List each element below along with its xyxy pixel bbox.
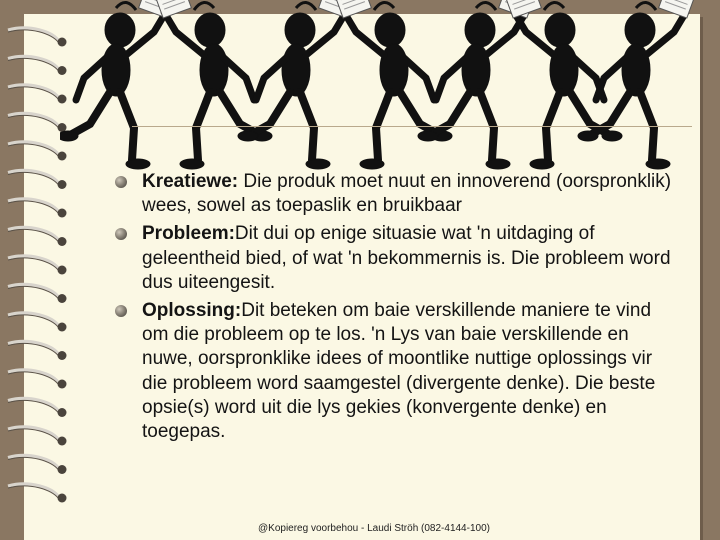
spiral-ring bbox=[8, 398, 58, 410]
binding-hole bbox=[58, 380, 67, 389]
binding-hole bbox=[58, 180, 67, 189]
divider-line bbox=[132, 126, 692, 127]
spiral-ring bbox=[8, 227, 58, 239]
dancing-figure bbox=[238, 0, 355, 169]
dancing-figure bbox=[335, 0, 452, 169]
bullet-icon bbox=[115, 176, 127, 188]
spiral-ring bbox=[8, 142, 58, 154]
spiral-ring bbox=[8, 341, 58, 353]
dancing-figure bbox=[60, 0, 175, 169]
spiral-ring bbox=[8, 256, 58, 268]
binding-hole bbox=[58, 465, 67, 474]
binding-hole bbox=[58, 408, 67, 417]
spiral-ring bbox=[8, 455, 58, 467]
term-definition: Dit beteken om baie verskillende maniere te vind om die probleem op te los. 'n Lys van baie verskillende en nuwe, oorspronklike idees of moontlike nuttige oplossings vir die probleem word saamgestel (divergente denke). Die beste opsie(s) word uit die lys gekies (konvergente denke) en toegepas. bbox=[142, 300, 656, 443]
spiral-ring bbox=[8, 199, 58, 211]
term-definition: Dit dui op enige situasie wat 'n uitdaging of geleentheid bied, of wat 'n bekommernis is. Die probleem word dus uiteengesit. bbox=[142, 223, 671, 293]
spiral-ring bbox=[8, 56, 58, 68]
spiral-ring bbox=[8, 313, 58, 325]
spiral-ring bbox=[8, 28, 58, 40]
dancing-figure bbox=[155, 0, 272, 169]
spiral-ring bbox=[8, 85, 58, 97]
spiral-ring bbox=[8, 170, 58, 182]
binding-hole bbox=[58, 266, 67, 275]
spiral-ring bbox=[8, 427, 58, 439]
binding-hole bbox=[58, 237, 67, 246]
binding-hole bbox=[58, 294, 67, 303]
spiral-ring bbox=[8, 484, 58, 496]
term-label: Oplossing: bbox=[142, 300, 242, 322]
definition-list bbox=[112, 170, 672, 448]
paper-stack-icon bbox=[659, 0, 695, 18]
term-label: Kreatiewe: bbox=[142, 171, 244, 192]
list-item-oplossing bbox=[112, 299, 672, 444]
bullet-icon bbox=[115, 305, 127, 317]
list-item-kreatiewe bbox=[112, 170, 672, 218]
list-item-probleem bbox=[112, 222, 672, 295]
dancing-figures-illustration bbox=[60, 0, 700, 180]
term-definition: Die produk moet nuut en innoverend (oorspronklik) wees, sowel as toepaslik en bruikbaar bbox=[142, 171, 672, 217]
binding-hole bbox=[58, 494, 67, 503]
binding-hole bbox=[58, 437, 67, 446]
bullet-icon bbox=[115, 228, 127, 240]
term-label: Probleem: bbox=[142, 223, 235, 245]
binding-hole bbox=[58, 323, 67, 332]
dancing-figure bbox=[418, 0, 535, 169]
spiral-ring bbox=[8, 370, 58, 382]
copyright-footer: @Kopiereg voorbehou - Laudi Ströh (082-4144-100) bbox=[258, 523, 490, 534]
binding-hole bbox=[58, 209, 67, 218]
binding-hole bbox=[58, 351, 67, 360]
spiral-ring bbox=[8, 284, 58, 296]
spiral-ring bbox=[8, 113, 58, 125]
